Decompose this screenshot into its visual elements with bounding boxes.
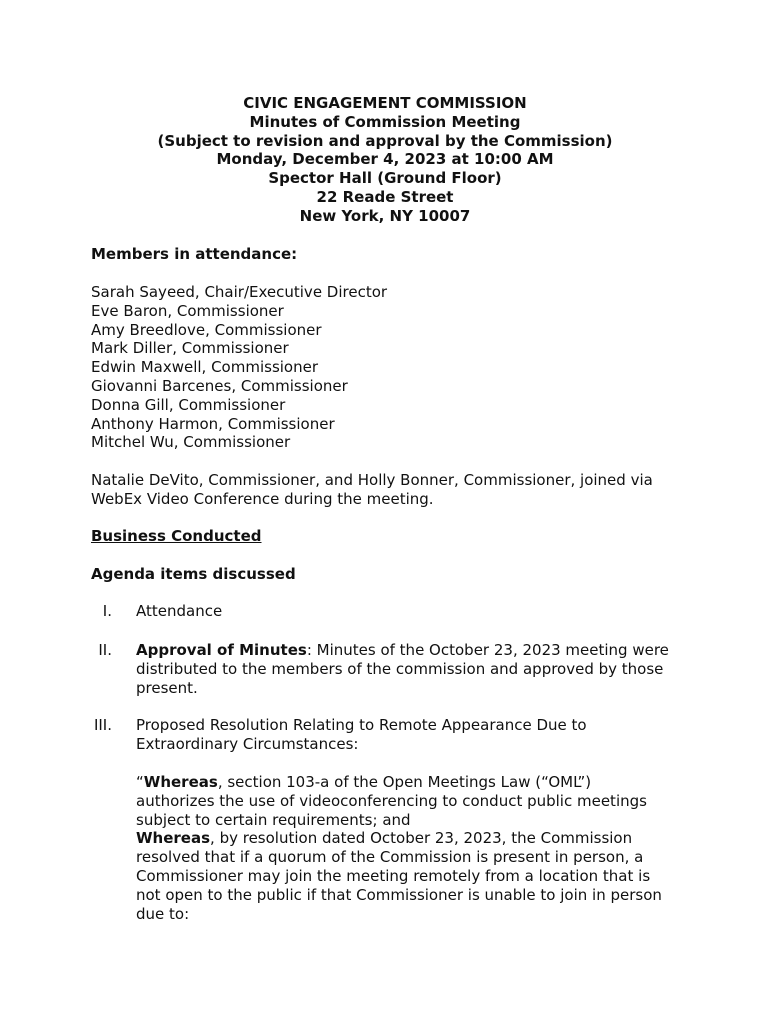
resolution-line: due to: — [136, 904, 190, 923]
meeting-date: Monday, December 4, 2023 at 10:00 AM — [216, 150, 554, 169]
resolution-line: resolved that if a quorum of the Commission is present in person, a — [136, 848, 644, 867]
item-line: Proposed Resolution Relating to Remote Appearance Due to — [136, 716, 587, 734]
commission-title: CIVIC ENGAGEMENT COMMISSION — [243, 94, 527, 112]
resolution-line — [136, 773, 662, 792]
item-line — [136, 641, 669, 660]
resolution-text-span: , by resolution dated October 23, 2023, the Commission — [210, 829, 633, 848]
remote-attendance-note — [91, 471, 653, 509]
venue-city: New York, NY 10007 — [299, 206, 471, 225]
resolution-line: Commissioner may join the meeting remotely from a location that is — [136, 866, 651, 885]
agenda-heading: Agenda items discussed — [91, 565, 296, 583]
item-text: : Minutes of the October 23, 2023 meeting were — [306, 641, 669, 659]
open-quote: “ — [136, 773, 144, 791]
member-item: Amy Breedlove, Commissioner — [91, 320, 322, 339]
document-header — [0, 94, 770, 226]
agenda-item-attendance: Attendance — [136, 602, 223, 620]
whereas-keyword: Whereas — [136, 829, 211, 848]
member-item: Edwin Maxwell, Commissioner — [91, 358, 319, 377]
resolution-line — [136, 829, 662, 848]
member-item: Eve Baron, Commissioner — [91, 301, 284, 320]
agenda-item-minutes — [136, 641, 669, 697]
resolution-text — [136, 773, 662, 923]
revision-note: (Subject to revision and approval by the Commission) — [157, 131, 613, 150]
agenda-numeral: III. — [93, 716, 112, 734]
member-item: Giovanni Barcenes, Commissioner — [91, 376, 348, 395]
meeting-venue: Spector Hall (Ground Floor) — [268, 169, 502, 188]
venue-street: 22 Reade Street — [316, 187, 454, 206]
item-lead: Approval of Minutes — [136, 641, 307, 659]
member-item: Mark Diller, Commissioner — [91, 339, 289, 358]
agenda-item-resolution — [136, 716, 587, 754]
item-line: Extraordinary Circumstances: — [136, 734, 359, 753]
member-item: Donna Gill, Commissioner — [91, 395, 286, 414]
agenda-numeral: I. — [102, 602, 112, 620]
resolution-line: authorizes the use of videoconferencing to conduct public meetings — [136, 791, 647, 810]
agenda-numeral: II. — [98, 641, 112, 659]
remote-note-line: Natalie DeVito, Commissioner, and Holly Bonner, Commissioner, joined via — [91, 471, 653, 489]
resolution-line: not open to the public if that Commissioner is unable to join in person — [136, 885, 662, 904]
whereas-keyword: Whereas — [143, 773, 218, 791]
members-heading: Members in attendance: — [91, 245, 298, 263]
member-item: Anthony Harmon, Commissioner — [91, 414, 335, 433]
item-line: distributed to the members of the commission and approved by those — [136, 659, 664, 678]
member-item: Mitchel Wu, Commissioner — [91, 433, 291, 452]
member-item: Sarah Sayeed, Chair/Executive Director — [91, 283, 388, 301]
business-heading: Business Conducted — [91, 527, 262, 545]
item-line: present. — [136, 678, 198, 697]
resolution-line: subject to certain requirements; and — [136, 810, 411, 829]
remote-note-line: WebEx Video Conference during the meeting. — [91, 489, 434, 508]
members-list — [91, 283, 387, 452]
resolution-text-span: , section 103-a of the Open Meetings Law (“OML”) — [217, 773, 592, 791]
document-title: Minutes of Commission Meeting — [249, 112, 521, 131]
